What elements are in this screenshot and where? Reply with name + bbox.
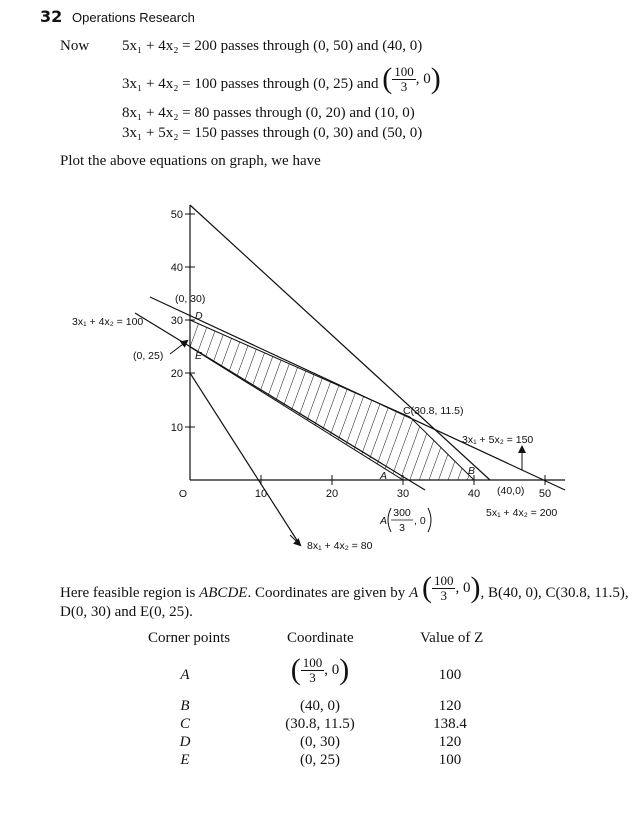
equation-4-lhs: 3x₁ + 5x₂ = 150	[122, 125, 217, 141]
table-cell-point: B	[180, 698, 190, 714]
left-paren: (	[382, 62, 393, 95]
label-3x5-150: 3x₁ + 5x₂ = 150	[462, 434, 534, 446]
table-header-corner-points: Corner points	[148, 630, 231, 646]
fraction-denominator: 3	[309, 669, 316, 685]
feasible-a-point	[422, 573, 481, 603]
label-point-025: (0, 25)	[133, 350, 164, 362]
x-tick-label: 20	[325, 488, 339, 500]
table-cell-value: 100	[438, 667, 462, 683]
feasible-region-name: ABCDE	[199, 585, 248, 601]
label-8x4-80: 8x₁ + 4x₂ = 80	[307, 540, 373, 552]
table-cell-coord: (30.8, 11.5)	[285, 716, 355, 732]
feasible-a-fraction	[432, 574, 456, 603]
point-a-denominator: 3	[399, 522, 405, 534]
table-cell-point: C	[179, 716, 190, 732]
table-cell-value: 138.4	[433, 716, 467, 732]
table-cell-coord: (0, 30)	[300, 734, 340, 750]
fraction-tail: , 0	[415, 70, 431, 87]
label-point-030: (0, 30)	[175, 293, 206, 305]
feasible-sentence	[60, 573, 629, 603]
page-number: 32	[40, 7, 63, 26]
point-a-tail: , 0	[414, 515, 426, 527]
vertex-a-label: A	[380, 470, 388, 482]
table-cell-value: 120	[438, 734, 462, 750]
equation-3-lhs: 8x₁ + 4x₂ = 80	[122, 105, 210, 121]
vertex-d-label: D	[195, 310, 203, 322]
left-paren: (	[290, 653, 301, 686]
line-3x4-100	[135, 313, 425, 490]
table-header-value-z: Value of Z	[420, 630, 484, 646]
point-a-numerator: 300	[393, 507, 411, 519]
now-label: Now	[60, 38, 90, 54]
y-tick-label: 10	[170, 422, 183, 434]
equation-4-rest: passes through (0, 30) and (50, 0)	[220, 125, 423, 141]
table-cell-point: D	[179, 734, 191, 750]
table-cell-coord: (40, 0)	[300, 698, 340, 714]
equation-2-rest: passes through (0, 25) and	[220, 76, 379, 92]
label-5x4-200: 5x₁ + 4x₂ = 200	[486, 507, 558, 519]
equation-2-lhs: 3x₁ + 4x₂ = 100	[122, 76, 217, 92]
x-tick-label: 40	[467, 488, 481, 500]
feasible-text-part1: Here feasible region is	[60, 585, 196, 601]
table-cell-coord: (0, 25)	[300, 752, 340, 768]
vertex-c-label: C(30.8, 11.5)	[403, 405, 464, 417]
equation-1-lhs: 5x₁ + 4x₂ = 200	[122, 38, 217, 54]
feasible-point-a: A	[409, 585, 419, 601]
table-cell-point: E	[180, 752, 190, 768]
vertex-e-label: E	[195, 350, 203, 362]
table-cell-value: 100	[438, 752, 462, 768]
fraction-numerator: 100	[302, 654, 323, 670]
row-a-fraction	[301, 656, 325, 685]
right-paren: )	[339, 653, 350, 686]
feasible-text-rest1: , B(40, 0), C(30.8, 11.5),	[480, 585, 629, 601]
line-3x5-150	[150, 297, 565, 490]
table-cell-value: 120	[438, 698, 462, 714]
fraction-denominator: 3	[440, 587, 447, 603]
origin-label: O	[178, 488, 188, 500]
arrow-point-025	[170, 341, 187, 354]
feasible-region	[190, 320, 474, 480]
y-tick-label: 20	[170, 368, 183, 380]
x-tick-label: 50	[538, 488, 552, 500]
fraction-numerator: 100	[394, 63, 414, 79]
y-tick-label: 40	[170, 262, 183, 274]
point-a-right-paren	[428, 508, 431, 532]
left-paren: (	[421, 571, 432, 604]
vertex-b-label: B	[468, 465, 476, 477]
feasible-sentence-line2: D(0, 30) and E(0, 25).	[60, 604, 193, 620]
x-tick-label: 30	[396, 488, 410, 500]
fraction-tail: , 0	[324, 661, 340, 678]
fraction-denominator: 3	[400, 78, 408, 94]
right-paren: )	[470, 571, 481, 604]
y-tick-label: 30	[170, 315, 183, 327]
table-header-coordinate: Coordinate	[287, 630, 354, 646]
row-a-point	[291, 655, 350, 685]
y-tick-label: 50	[170, 209, 183, 221]
equation-3-rest: passes through (0, 20) and (10, 0)	[213, 105, 415, 121]
label-point-400: (40,0)	[497, 485, 525, 497]
equation-1-rest: passes through (0, 50) and (40, 0)	[220, 38, 423, 54]
feasible-text-part2: . Coordinates are given by	[247, 585, 406, 601]
right-paren: )	[430, 62, 441, 95]
fraction-tail: , 0	[455, 579, 471, 596]
table-cell-point: A	[180, 667, 190, 683]
label-3x4-100: 3x₁ + 4x₂ = 100	[72, 316, 144, 328]
running-title: Operations Research	[72, 10, 195, 25]
plot-intro: Plot the above equations on graph, we have	[60, 153, 321, 169]
point-a-prefix: A	[380, 515, 388, 527]
fraction-numerator: 100	[433, 572, 454, 588]
point-a-left-paren	[388, 508, 391, 532]
x-tick-label: 10	[254, 488, 268, 500]
table-cell-coord	[270, 655, 370, 685]
